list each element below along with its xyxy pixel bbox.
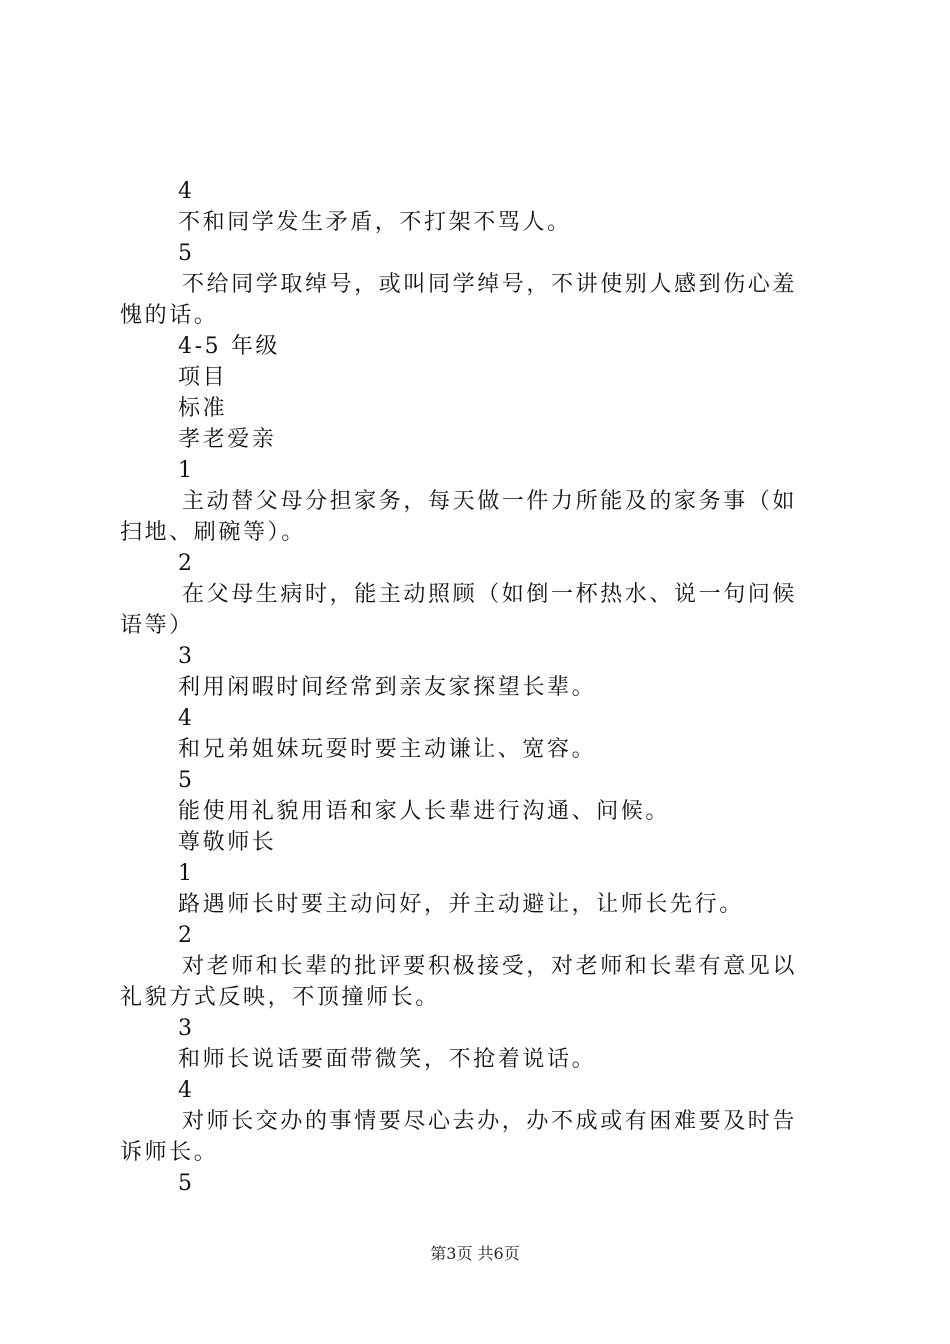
item-number: 5: [178, 768, 195, 793]
paragraph-first-line: 不给同学取绰号，或叫同学绰号，不讲使别人感到伤心羞: [182, 272, 798, 297]
item-number: 4: [178, 1078, 195, 1103]
text-line: 尊敬师长: [178, 830, 277, 855]
item-number: 5: [178, 241, 195, 266]
item-number: 1: [178, 861, 195, 886]
item-number: 5: [178, 1171, 195, 1196]
text-line: 和兄弟姐妹玩耍时要主动谦让、宽容。: [178, 737, 597, 762]
text-line: 标准: [178, 396, 228, 421]
paragraph-first-line: 对老师和长辈的批评要积极接受，对老师和长辈有意见以: [182, 954, 798, 979]
paragraph: [120, 269, 840, 331]
text-line: 项目: [178, 365, 228, 390]
paragraph-continuation-line: 语等）: [120, 613, 194, 638]
paragraph: [120, 951, 840, 1013]
item-number: 4: [178, 706, 195, 731]
paragraph-continuation-line: 诉师长。: [120, 1140, 219, 1165]
item-number: 3: [178, 644, 195, 669]
paragraph-first-line: 在父母生病时，能主动照顾（如倒一杯热水、说一句问候: [182, 582, 798, 607]
text-line: 路遇师长时要主动问好，并主动避让，让师长先行。: [178, 892, 744, 917]
text-line: 能使用礼貌用语和家人长辈进行沟通、问候。: [178, 799, 671, 824]
paragraph-continuation-line: 礼貌方式反映，不顶撞师长。: [120, 985, 440, 1010]
paragraph: [120, 1106, 840, 1168]
paragraph-continuation-line: 愧的话。: [120, 303, 219, 328]
item-number: 2: [178, 551, 195, 576]
paragraph-first-line: 对师长交办的事情要尽心去办，办不成或有困难要及时告: [182, 1109, 798, 1134]
document-body: [120, 176, 840, 1199]
item-number: 1: [178, 458, 195, 483]
paragraph: [120, 486, 840, 548]
item-number: 4: [178, 179, 195, 204]
paragraph: [120, 579, 840, 641]
paragraph-first-line: 主动替父母分担家务，每天做一件力所能及的家务事（如: [182, 489, 798, 514]
text-line: 和师长说话要面带微笑，不抢着说话。: [178, 1047, 597, 1072]
paragraph-continuation-line: 扫地、刷碗等）。: [120, 520, 306, 545]
item-number: 2: [178, 923, 195, 948]
text-line: 不和同学发生矛盾，不打架不骂人。: [178, 210, 572, 235]
text-line: 4-5 年级: [178, 334, 281, 359]
item-number: 3: [178, 1016, 195, 1041]
text-line: 利用闲暇时间经常到亲友家探望长辈。: [178, 675, 597, 700]
page-footer: 第3页 共6页: [430, 1244, 520, 1263]
text-line: 孝老爱亲: [178, 427, 277, 452]
